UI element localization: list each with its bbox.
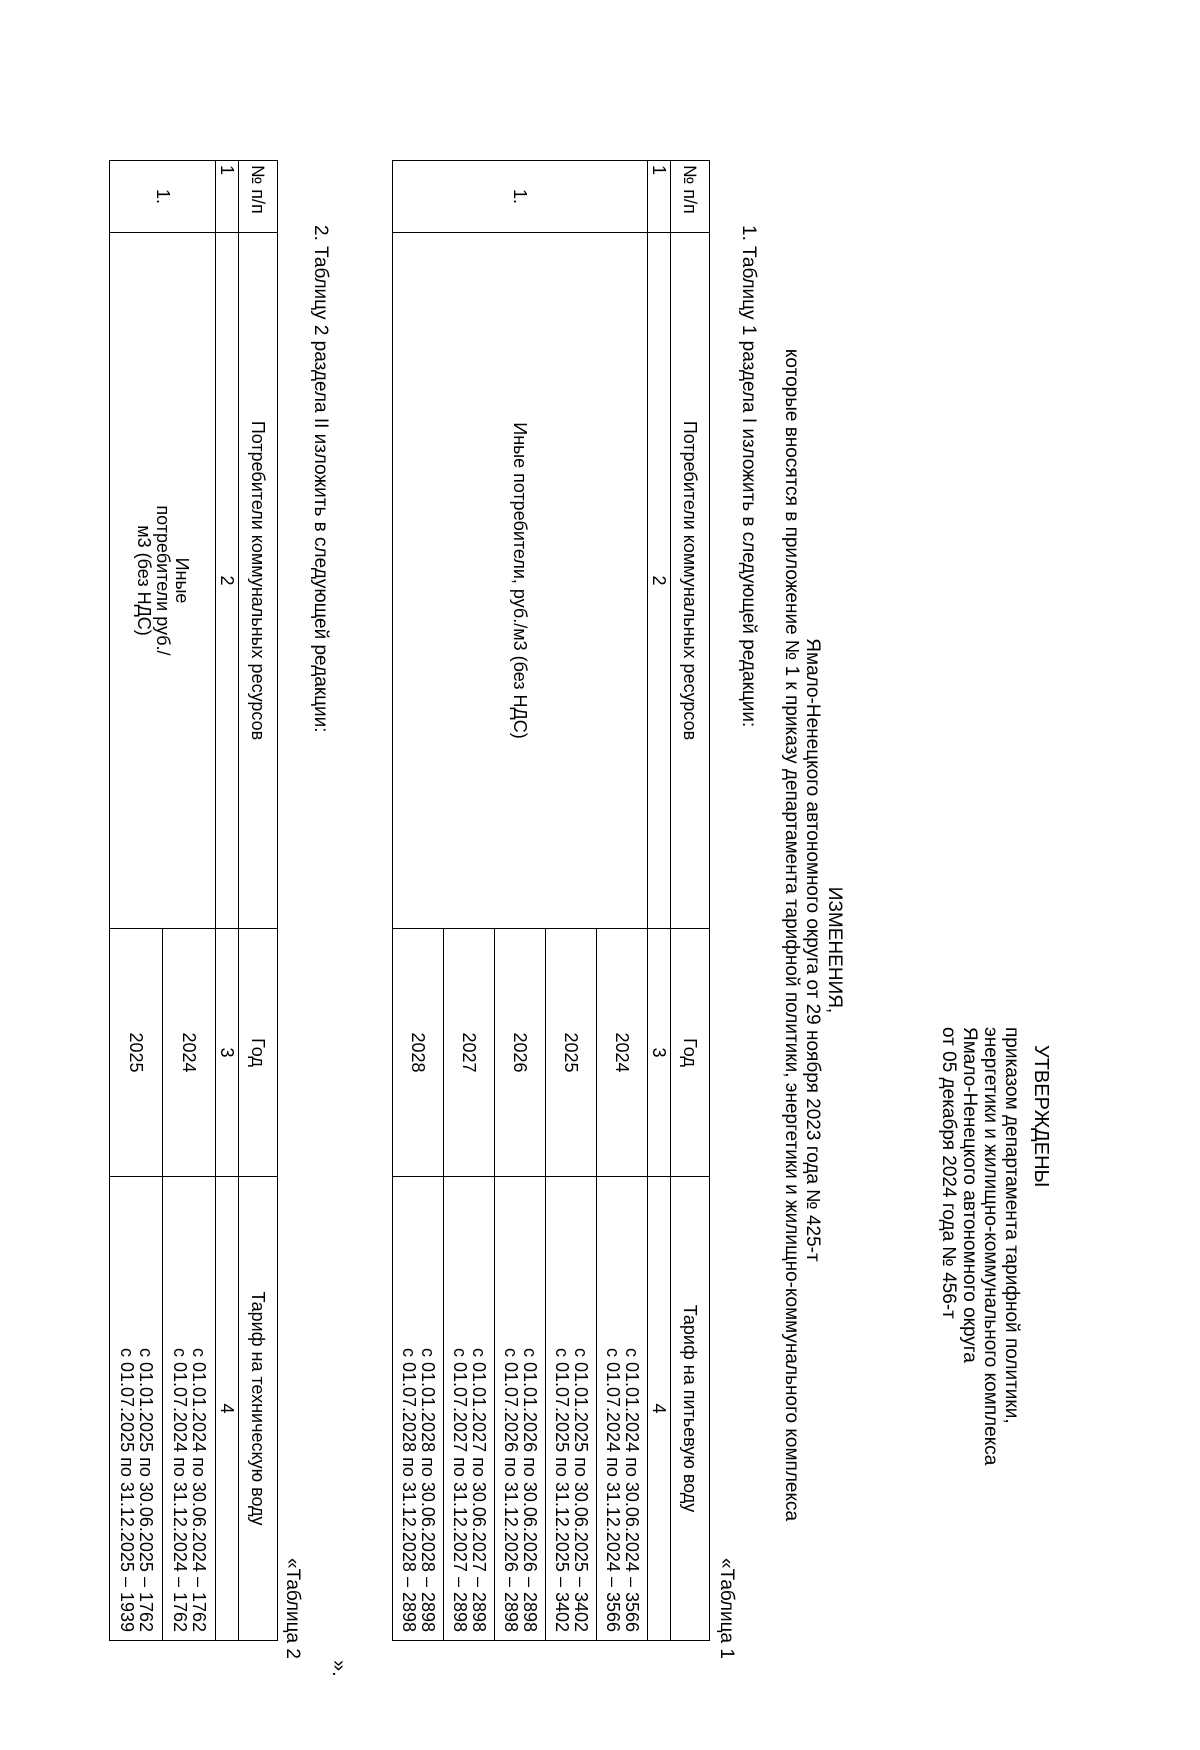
table-1-label: «Таблица 1: [716, 1558, 737, 1659]
table-2-label: «Таблица 2: [282, 1558, 303, 1659]
section-1-heading: 1. Таблицу 1 раздела I изложить в следующей редакции:: [738, 225, 759, 728]
year-cell: 2024: [597, 929, 648, 1177]
closing-quote: ».: [328, 1660, 350, 1677]
approval-line: энергетики и жилищно-коммунального комплекса: [980, 1027, 1001, 1466]
col-number-4: 4: [648, 1177, 671, 1641]
year-cell: 2026: [495, 929, 546, 1177]
tariff-line: с 01.01.2025 по 30.06.2025 – 1762: [136, 1348, 156, 1632]
col-header-number: № п/п: [671, 161, 710, 233]
year-cell: 2027: [444, 929, 495, 1177]
tariff-line: с 01.07.2026 по 31.12.2026 – 2898: [501, 1348, 521, 1632]
table-header-row: [671, 161, 710, 1641]
col-header-consumers: Потребители коммунальных ресурсов: [671, 233, 710, 929]
col-number-3: 3: [648, 929, 671, 1177]
table-row: [163, 161, 216, 1641]
col-header-consumers: Потребители коммунальных ресурсов: [239, 233, 278, 929]
tariff-cell: [495, 1177, 546, 1641]
tariff-line: с 01.01.2025 по 30.06.2025 – 3402: [571, 1348, 591, 1632]
approval-block: [938, 1027, 1022, 1465]
tariff-line: с 01.07.2028 по 31.12.2028 – 2898: [399, 1348, 419, 1632]
col-header-year: Год: [239, 929, 278, 1177]
tariff-line: с 01.01.2024 по 30.06.2024 – 1762: [189, 1348, 209, 1632]
column-number-row: [648, 161, 671, 1641]
changes-subtitle-2: [802, 150, 823, 1750]
changes-line-2: Ямало-Ненецкого автономного округа от 29 ноября 2023 года № 425-т: [802, 638, 823, 1262]
changes-line-1: которые вносятся в приложение № 1 к приказу департамента тарифной политики, энергетики и жилищно-коммунального комплекса: [781, 348, 802, 1522]
column-number-row: [216, 161, 239, 1641]
tariff-line: с 01.01.2024 по 30.06.2024 – 3566: [622, 1348, 642, 1632]
col-number-3: 3: [216, 929, 239, 1177]
table-header-row: [239, 161, 278, 1641]
table-row: [597, 161, 648, 1641]
approval-line: Ямало-Ненецкого автономного округа: [959, 1027, 980, 1363]
tariff-cell: [110, 1177, 163, 1641]
tariff-cell: [163, 1177, 216, 1641]
consumer-cell: Иные потребители, руб./м3 (без НДС): [393, 233, 648, 929]
tariff-cell: [393, 1177, 444, 1641]
tariff-cell: [597, 1177, 648, 1641]
changes-heading: [824, 150, 845, 1750]
tariff-line: с 01.01.2028 по 30.06.2028 – 2898: [418, 1348, 438, 1632]
tariff-line: с 01.07.2025 по 31.12.2025 – 3402: [552, 1348, 572, 1632]
row-number: 1.: [393, 161, 648, 233]
year-cell: 2025: [546, 929, 597, 1177]
section-2-heading: 2. Таблицу 2 раздела II изложить в следующей редакции:: [310, 225, 331, 733]
year-cell: 2028: [393, 929, 444, 1177]
col-header-tariff: Тариф на техническую воду: [239, 1177, 278, 1641]
approval-line: приказом департамента тарифной политики,: [1001, 1027, 1022, 1424]
col-number-2: 2: [648, 233, 671, 929]
changes-title: ИЗМЕНЕНИЯ,: [824, 886, 845, 1014]
tariff-line: с 01.07.2025 по 31.12.2025 – 1939: [117, 1348, 137, 1632]
col-number-4: 4: [216, 1177, 239, 1641]
col-number-1: 1: [216, 161, 239, 233]
tariff-line: с 01.01.2026 по 30.06.2026 – 2898: [520, 1348, 540, 1632]
col-number-1: 1: [648, 161, 671, 233]
col-header-year: Год: [671, 929, 710, 1177]
table-1: [392, 160, 710, 1641]
approval-line: от 05 декабря 2024 года № 456-т: [938, 1027, 959, 1319]
table-2: [109, 160, 278, 1641]
year-cell: 2024: [163, 929, 216, 1177]
tariff-line: с 01.01.2027 по 30.06.2027 – 2898: [469, 1348, 489, 1632]
tariff-cell: [546, 1177, 597, 1641]
approval-title: УТВЕРЖДЕНЫ: [1030, 1045, 1052, 1188]
tariff-line: с 01.07.2024 по 31.12.2024 – 1762: [170, 1348, 190, 1632]
tariff-line: с 01.07.2027 по 31.12.2027 – 2898: [450, 1348, 470, 1632]
row-number: 1.: [110, 161, 216, 233]
col-header-tariff: Тариф на питьевую воду: [671, 1177, 710, 1641]
tariff-line: с 01.07.2024 по 31.12.2024 – 3566: [603, 1348, 623, 1632]
year-cell: 2025: [110, 929, 163, 1177]
changes-subtitle: [781, 135, 802, 1735]
col-number-2: 2: [216, 233, 239, 929]
consumer-cell: Иные потребители руб./м3 (без НДС): [110, 233, 216, 929]
tariff-cell: [444, 1177, 495, 1641]
col-header-number: № п/п: [239, 161, 278, 233]
